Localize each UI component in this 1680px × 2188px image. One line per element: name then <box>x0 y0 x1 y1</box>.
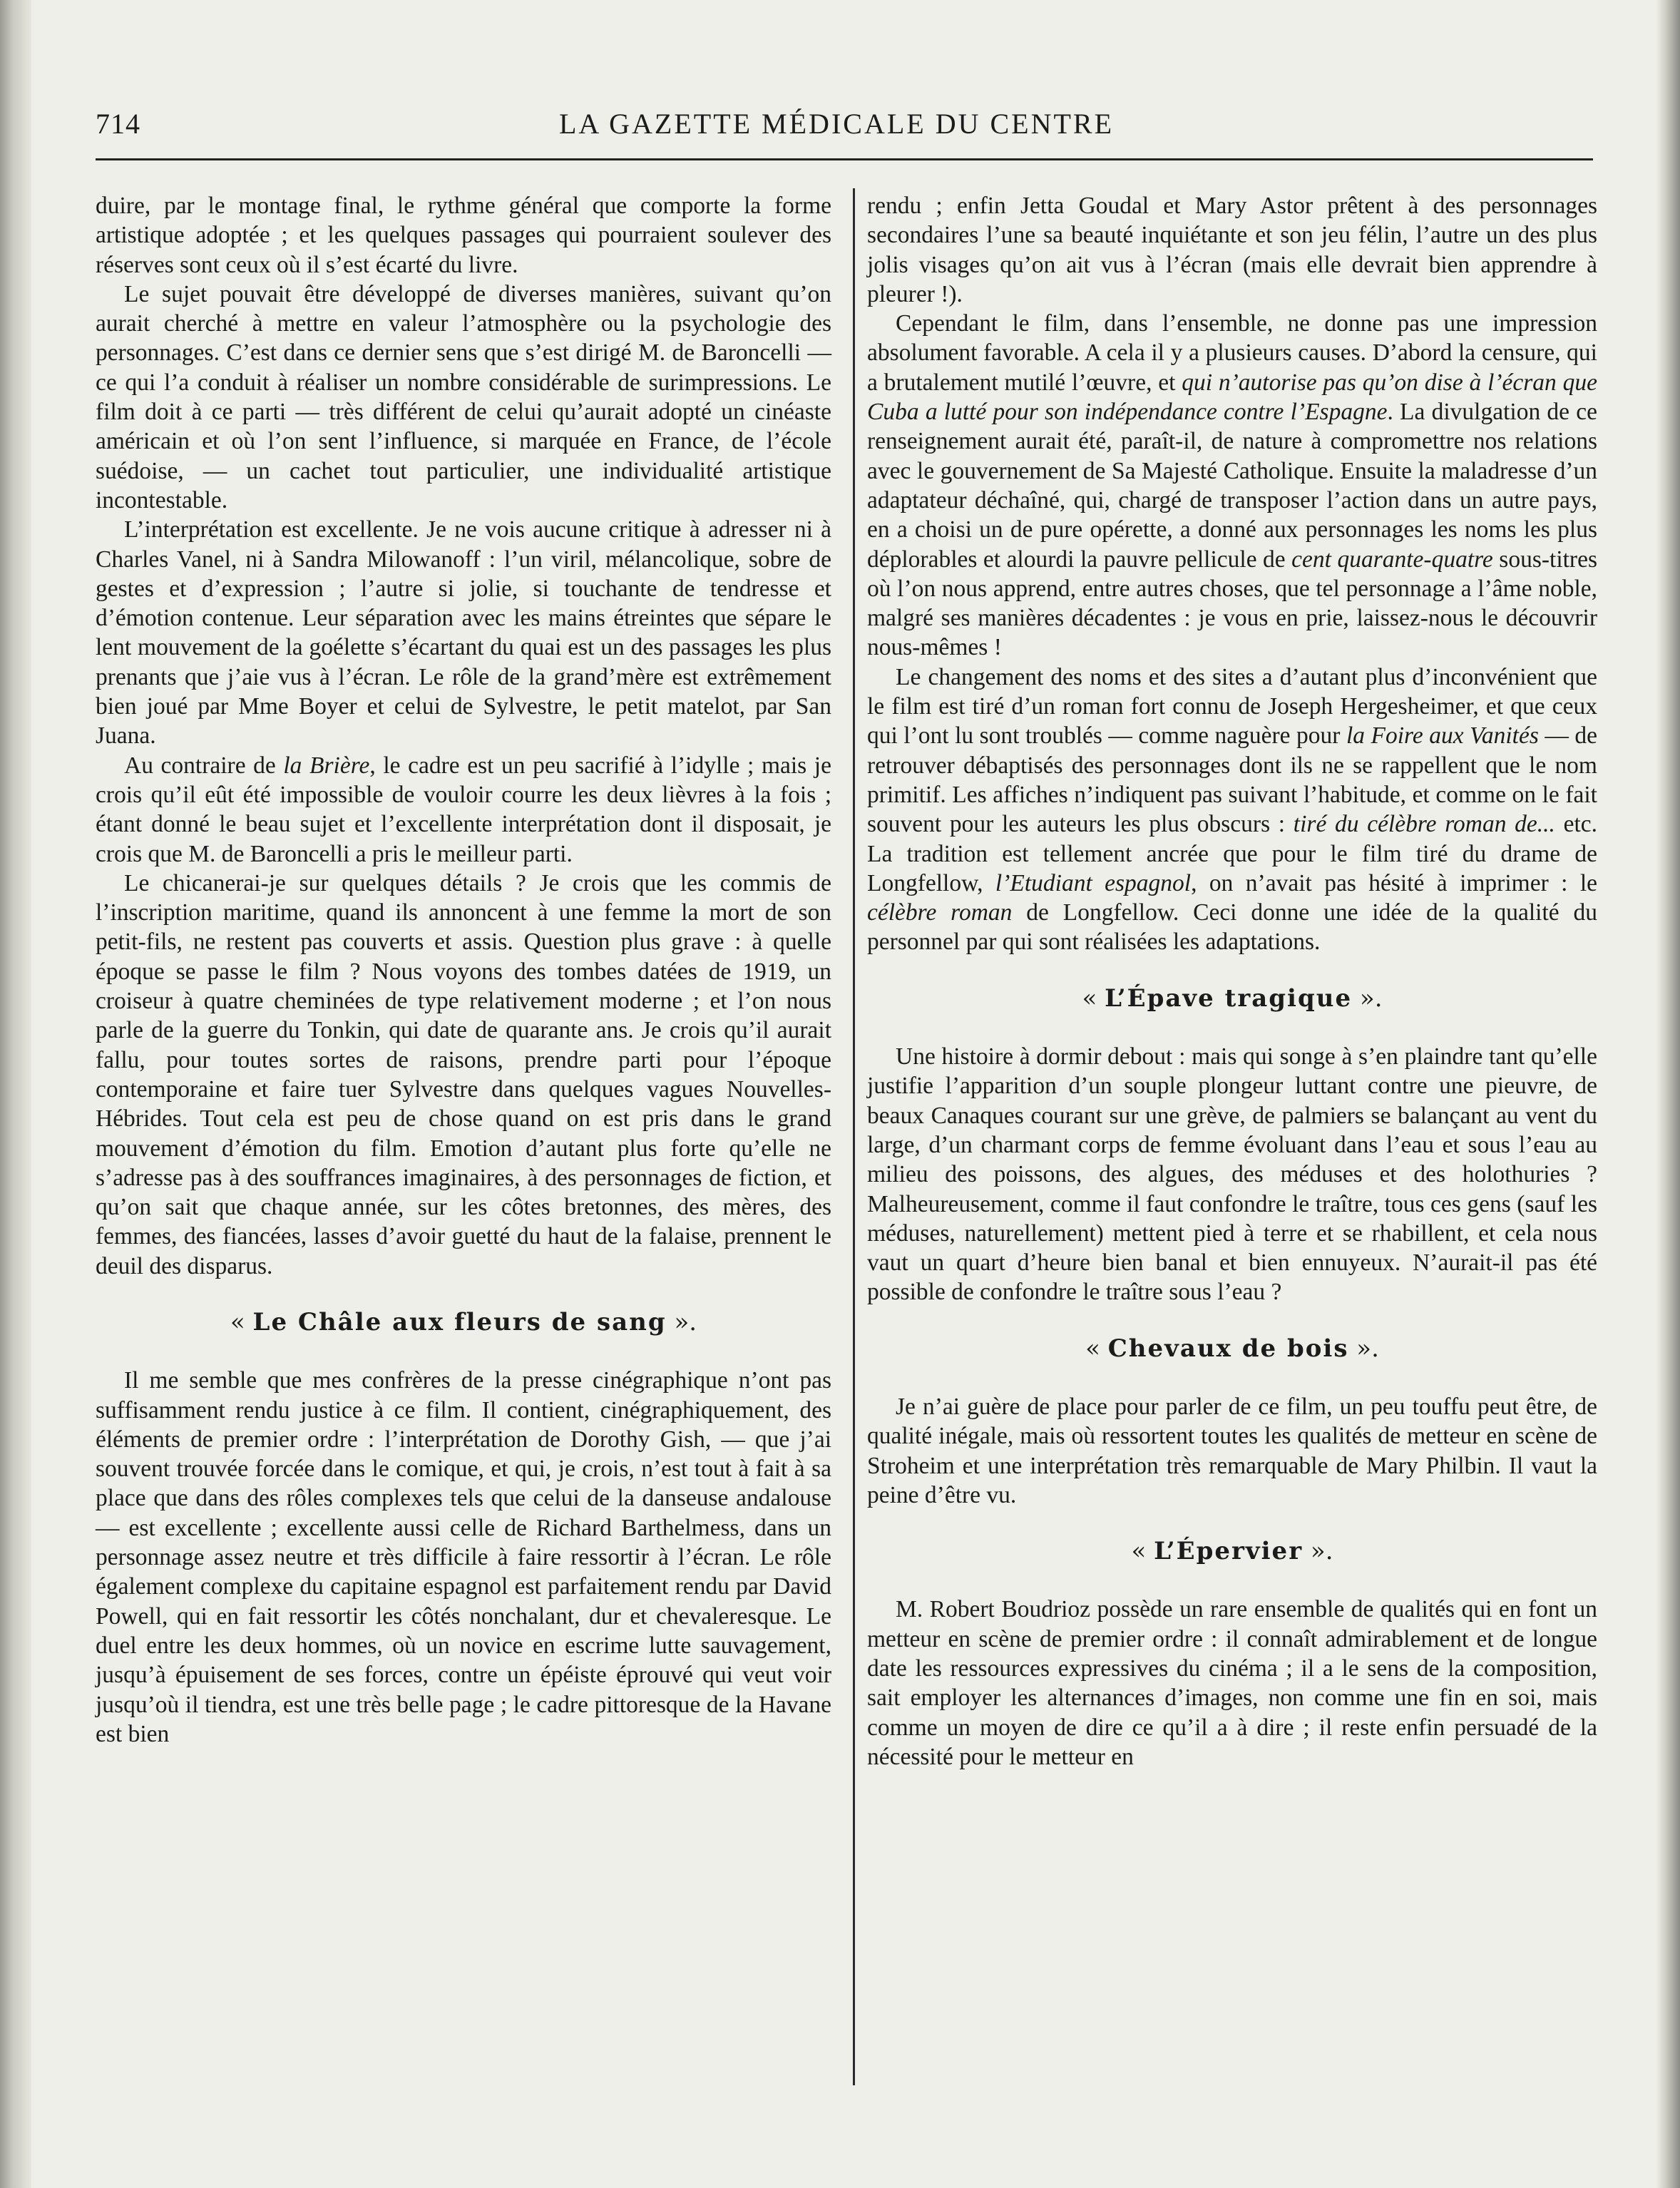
running-title: LA GAZETTE MÉDICALE DU CENTRE <box>559 108 1115 140</box>
paragraph: Le sujet pouvait être développé de diverses manières, suivant qu’on aurait cherché à mettre en valeur l’atmosphère ou la psychologie des personnages. C’est dans ce dernier sens que s’est dirigé M. de Baroncelli — ce qui l’a conduit à réaliser un nombre considérable de surimpressions. Le film doit à ce parti — très différent de celui qu’aurait adopté un cinéaste américain et où l’on sent l’influence, si marquée en France, de l’école suédoise, — un cachet tout particulier, une individualité artistique incontestable. <box>96 280 831 513</box>
spacer <box>96 1337 831 1366</box>
italic-text: cent quarante-quatre <box>1291 546 1493 573</box>
text-run: Au contraire de <box>124 752 284 779</box>
text-run: sous-titres où l’on nous apprend, entre autres choses, que tel personnage a l’âme noble, malgré ses manières décadentes : je vous en prie, laissez-nous le découvrir nous-mêmes ! <box>867 546 1597 661</box>
section-heading <box>867 984 1597 1013</box>
spacer <box>867 957 1597 984</box>
heading-title: Chevaux de bois <box>1107 1334 1349 1363</box>
text-run: de Longfellow. Ceci donne une idée de la qualité du personnel par qui sont réalisées les adaptations. <box>867 899 1597 956</box>
italic-text: tiré du célèbre roman de... <box>1293 811 1555 838</box>
left-column <box>96 191 831 1749</box>
spacer <box>867 1566 1597 1595</box>
page-header <box>96 107 1600 150</box>
heading-quote-close: ». <box>666 1307 697 1336</box>
spacer <box>867 1307 1597 1334</box>
heading-quote-open: « <box>1131 1537 1154 1566</box>
header-rule <box>96 158 1593 160</box>
italic-text: célèbre roman <box>867 899 1013 926</box>
section-heading <box>867 1334 1597 1364</box>
column-divider <box>853 188 855 2085</box>
paragraph: Une histoire à dormir debout : mais qui songe à s’en plaindre tant qu’elle justifie l’apparition d’un souple plongeur luttant contre une pieuvre, de beaux Canaques courant sur une grève, de palmiers se balançant au vent du large, d’un charmant corps de femme évoluant dans l’eau et sous l’eau au milieu des poissons, des algues, des méduses et des holothuries ? Malheureusement, comme il faut confondre le traître, tous ces gens (sauf les méduses, naturellement) mettent pied à terre et se rhabillent, et cela nous vaut un quart d’heure bien banal et bien ennuyeux. N’aurait-il pas été possible de confondre le traître sous l’eau ? <box>867 1043 1597 1306</box>
spacer <box>867 1013 1597 1042</box>
italic-title: la Brière <box>283 752 370 779</box>
text-run: etc. La tradition est tellement ancrée que pour le film tiré du drame de Longfellow, <box>867 811 1597 896</box>
page-number: 714 <box>96 108 140 140</box>
spacer <box>96 1281 831 1308</box>
heading-quote-open: « <box>230 1307 253 1336</box>
italic-title: l’Etudiant espagnol <box>995 869 1192 896</box>
text-run: , on n’avait pas hésité à imprimer : le <box>1191 869 1598 896</box>
spacer <box>867 1364 1597 1392</box>
paragraph <box>96 751 831 869</box>
paragraph: rendu ; enfin Jetta Goudal et Mary Astor prêtent à des personnages secondaires l’une sa beauté inquiétante et son jeu félin, l’autre un des plus jolis visages qu’on ait vus à l’écran (mais elle devrait bien apprendre à pleurer !). <box>867 193 1597 307</box>
text-run: — de retrouver débaptisés des personnages dont ils ne se rappellent que le nom primitif. Les affiches n’indiquent pas suivant l’habitude, et comme on le fait souvent pour les auteurs les plus obscurs : <box>867 722 1597 838</box>
text-run: . La divulgation de ce renseignement aurait été, paraît-il, de nature à compromettre nos relations avec le gouvernement de Sa Majesté Catholique. Ensuite la maladresse d’un adaptateur déchaîné, qui, chargé de transposer l’action dans un autre pays, en a choisi un de pure opérette, a donné aux personnages les noms les plus déplorables et alourdi la pauvre pellicule de <box>867 399 1597 573</box>
heading-quote-close: ». <box>1348 1334 1379 1363</box>
paragraph: L’interprétation est excellente. Je ne vois aucune critique à adresser ni à Charles Vanel, ni à Sandra Milowanoff : l’un viril, mélancolique, sobre de gestes et d’expression ; l’autre si jolie, si touchante de tendresse et d’émotion contenue. Leur séparation avec les mains étreintes que sépare le lent mouvement de la goélette s’écartant du quai est un des passages les plus prenants que j’aie vus à l’écran. Le rôle de la grand’mère est extrêmement bien joué par Mme Boyer et celui de Sylvestre, le petit matelot, par San Juana. <box>96 516 831 750</box>
section-heading <box>96 1308 831 1337</box>
paragraph: Il me semble que mes confrères de la presse cinégraphique n’ont pas suffisamment rendu justice à ce film. Il contient, cinégraphiquement, des éléments de premier ordre : l’interprétation de Dorothy Gish, — que j’ai souvent trouvée forcée dans le comique, et qui, je crois, n’est tout à fait à sa place que dans des rôles complexes tels que celui de la danseuse andalouse — est excellente ; excellente aussi celle de Richard Barthelmess, dans un personnage assez neutre et très difficile à faire ressortir à l’écran. Le rôle également complexe du capitaine espagnol est parfaitement rendu par David Powell, qui en fait ressortir les côtés nonchalant, dur et chevaleresque. Le duel entre les deux hommes, où un novice en escrime lutte sauvagement, jusqu’à épuisement de ses forces, contre un épéiste éprouvé qui veut voir jusqu’où il tiendra, est une très belle page ; le cadre pittoresque de la Havane est bien <box>96 1367 831 1747</box>
page-edge-shadow-right <box>1656 0 1680 2188</box>
text-run: , le cadre est un peu sacrifié à l’idylle ; mais je crois qu’il eût été impossible de vouloir courre les deux lièvres à la fois ; étant donné le beau sujet et l’excellente interprétation dont il disposait, je crois que M. de Baroncelli a pris le meilleur parti. <box>96 752 831 867</box>
right-column <box>867 191 1597 1772</box>
text-run: Cependant le film, dans l’ensemble, ne donne pas une impression absolument favorable. A cela il y a plusieurs causes. D’abord la censure, qui a brutalement mutilé l’œuvre, et <box>867 310 1597 396</box>
paragraph <box>867 663 1597 957</box>
heading-quote-open: « <box>1085 1334 1108 1363</box>
spacer <box>867 1510 1597 1537</box>
italic-title: la Foire aux Vanités <box>1346 722 1539 750</box>
italic-text: qui n’autorise pas qu’on dise à l’écran que Cuba a lutté pour son indépendance contre l’Espagne <box>867 369 1597 426</box>
heading-title: L’Épervier <box>1154 1537 1303 1566</box>
heading-title: L’Épave tragique <box>1105 983 1353 1013</box>
text-run: Le changement des noms et des sites a d’autant plus d’inconvénient que le film est tiré d’un roman fort connu de Joseph Hergesheimer, et que ceux qui l’ont lu sont troublés — comme naguère pour <box>867 663 1597 750</box>
heading-quote-close: ». <box>1303 1537 1333 1566</box>
paragraph: M. Robert Boudrioz possède un rare ensemble de qualités qui en font un metteur en scène de premier ordre : il connaît admirablement et de longue date les ressources expressives du cinéma ; il a le sens de la composition, sait employer les alternances d’images, non comme une fin en soi, mais comme un moyen de dire ce qu’il a à dire ; il reste enfin persuadé de la nécessité pour le metteur en <box>867 1596 1597 1770</box>
paragraph <box>867 309 1597 663</box>
heading-title: Le Châle aux fleurs de sang <box>252 1307 667 1336</box>
heading-quote-open: « <box>1082 983 1105 1013</box>
section-heading <box>867 1537 1597 1566</box>
paragraph: Le chicanerai-je sur quelques détails ? Je crois que les commis de l’inscription maritime, quand ils annoncent à une femme la mort de son petit-fils, ne restent pas couverts et assis. Question plus grave : à quelle époque se passe le film ? Nous voyons des tombes datées de 1919, un croiseur à quatre cheminées de type relativement moderne ; et l’on nous parle de la guerre du Tonkin, qui date de quarante ans. Je crois qu’il aurait fallu, pour toutes sortes de raisons, prendre parti pour l’époque contemporaine et faire tuer Sylvestre dans quelques vagues Nouvelles-Hébrides. Tout cela est peu de chose quand on est pris dans le grand mouvement d’émotion du film. Emotion d’autant plus forte qu’elle ne s’adresse pas à des souffrances imaginaires, à des personnages de fiction, et qu’on sait que chaque année, sur les côtes bretonnes, des mères, des femmes, des fiancées, lasses d’avoir guetté du haut de la falaise, prennent le deuil des disparus. <box>96 869 831 1279</box>
page-edge-shadow-left <box>0 0 31 2188</box>
paragraph: duire, par le montage final, le rythme général que comporte la forme artistique adoptée ; et les quelques passages qui pourraient soulever des réserves sont ceux où il s’est écarté du livre. <box>96 193 831 278</box>
paragraph: Je n’ai guère de place pour parler de ce film, un peu touffu peut être, de qualité inégale, mais où ressortent toutes les qualités de metteur en scène de Stroheim et une interprétation très remarquable de Mary Philbin. Il vaut la peine d’être vu. <box>867 1393 1597 1508</box>
heading-quote-close: ». <box>1352 983 1383 1013</box>
